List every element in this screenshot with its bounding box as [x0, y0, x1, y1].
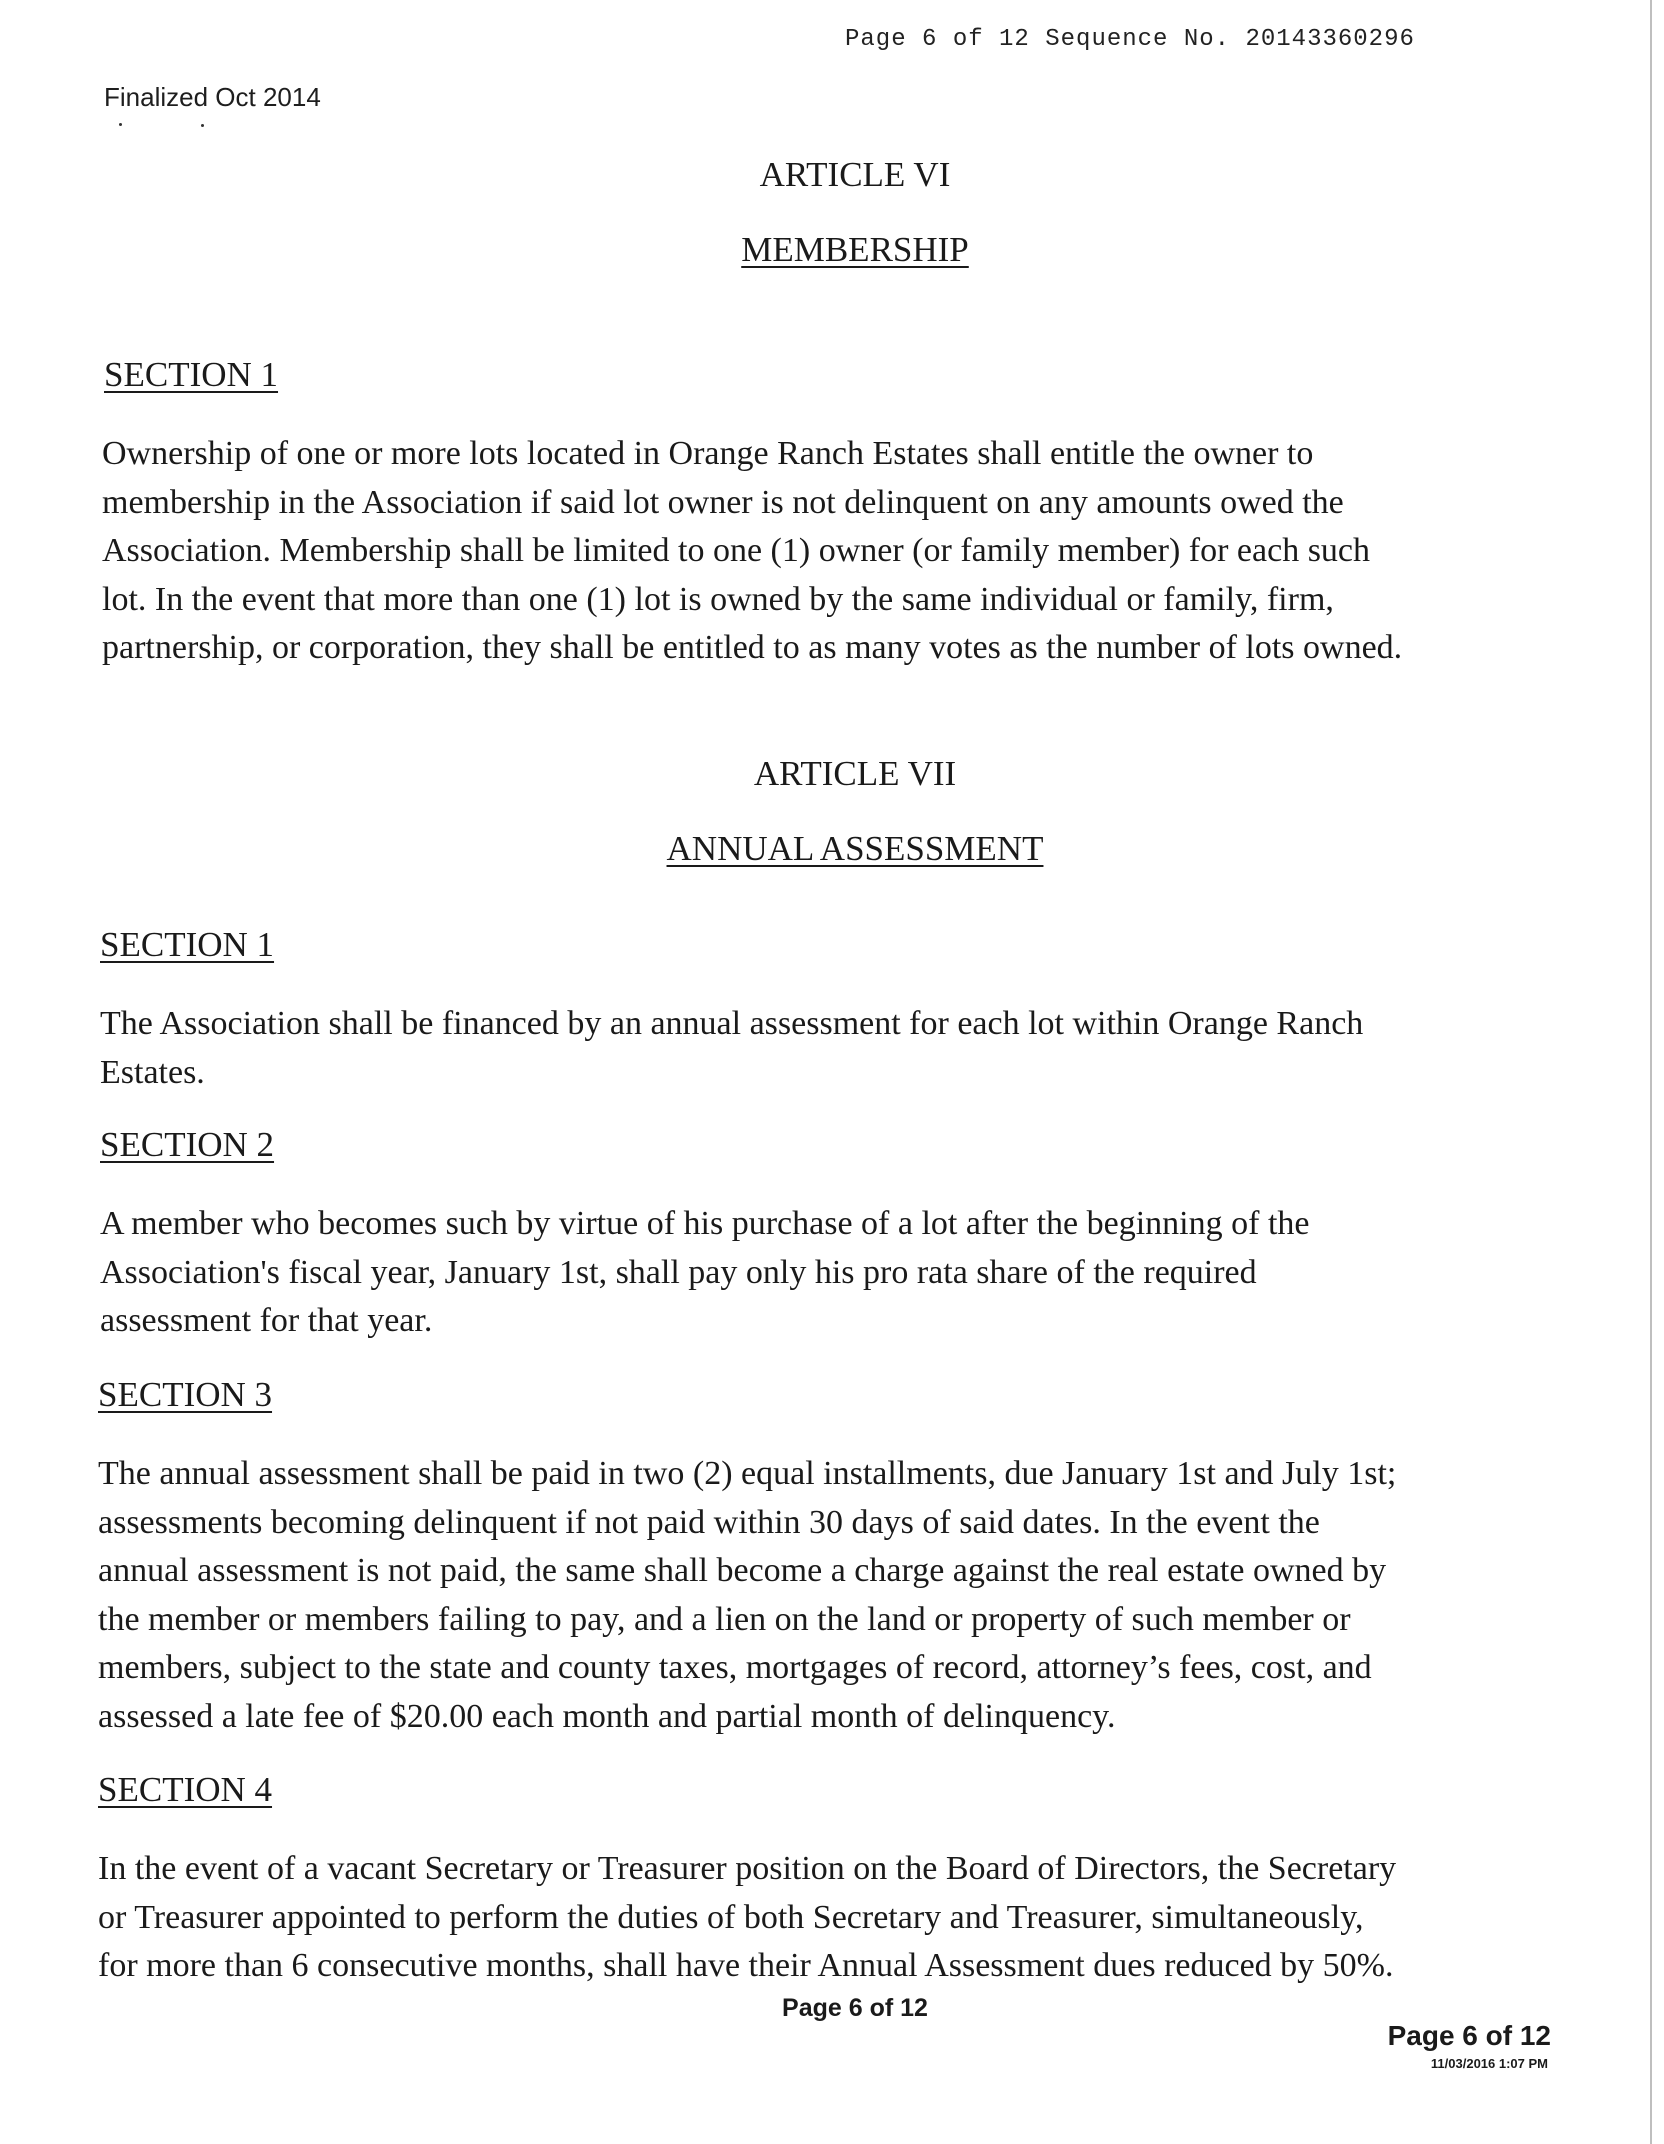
recorder-stamp-date: 11/03/2016 1:07 PM: [1430, 2056, 1548, 2071]
sequence-header: Page 6 of 12 Sequence No. 20143360296: [845, 26, 1415, 53]
article-vii-section-1-heading: SECTION 1: [100, 925, 275, 964]
article-vii-section-4-text: In the event of a vacant Secretary or Treasurer position on the Board of Directors, the Secretary or Treasurer appointed to perform the duties of both Secretary and Treasurer, simultaneously, for more than 6 consecutive months, shall have their Annual Assessment dues reduced by 50%.: [98, 1850, 1397, 1984]
article-vii-section-4-heading: SECTION 4: [98, 1770, 273, 1809]
article-vi-title: ARTICLE VI: [759, 155, 951, 194]
article-vii-title: ARTICLE VII: [753, 754, 957, 793]
article-vii-section-3-heading: SECTION 3: [98, 1375, 273, 1414]
article-vii-subtitle: [0, 829, 1664, 869]
article-vii-section-2-text: A member who becomes such by virtue of his purchase of a lot after the beginning of the Association's fiscal year, January 1st, shall pay only his pro rata share of the required assessment for that year.: [100, 1205, 1310, 1339]
recorder-stamp-page: Page 6 of 12: [1387, 2020, 1551, 2051]
scan-speck: [119, 123, 122, 126]
annual-assessment-heading: ANNUAL ASSESSMENT: [666, 829, 1044, 868]
finalized-note: Finalized Oct 2014: [104, 82, 321, 112]
article-vi-section-1-heading: SECTION 1: [104, 355, 279, 394]
membership-heading: MEMBERSHIP: [741, 230, 969, 269]
footer-page-number: Page 6 of 12: [782, 1994, 928, 2022]
article-vii-section-1-text: The Association shall be financed by an annual assessment for each lot within Orange Ranch Estates.: [100, 1005, 1364, 1091]
article-vii-section-3-text: The annual assessment shall be paid in two (2) equal installments, due January 1st and July 1st; assessments becoming delinquent if not paid within 30 days of said dates. In the event the annual assessment is not paid, the same shall become a charge against the real estate owned by the member or members failing to pay, and a lien on the land or property of such member or members, subject to the state and county taxes, mortgages of record, attorney’s fees, cost, and assessed a late fee of $20.00 each month and partial month of delinquency.: [98, 1455, 1397, 1735]
article-vi-section-1-text: Ownership of one or more lots located in Orange Ranch Estates shall entitle the owner to membership in the Association if said lot owner is not delinquent on any amounts owed the Association. Membership shall be limited to one (1) owner (or family member) for each such lot. In the event that more than one (1) lot is owned by the same individual or family, firm, partnership, or corporation, they shall be entitled to as many votes as the number of lots owned.: [102, 435, 1403, 666]
scan-speck: [201, 124, 204, 127]
article-vii-section-2-heading: SECTION 2: [100, 1125, 275, 1164]
scan-edge-line: [1650, 0, 1652, 2144]
article-vi-subtitle: [0, 230, 1664, 270]
